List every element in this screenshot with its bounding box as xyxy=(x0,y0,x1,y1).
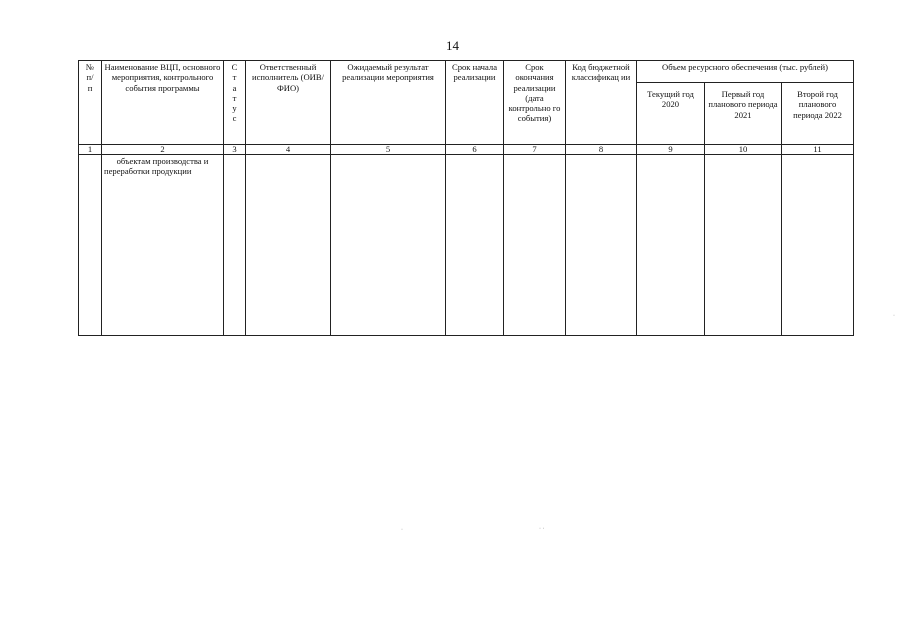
scan-speck: · xyxy=(401,527,403,533)
cell-code xyxy=(566,155,637,336)
header-num: № п/ п xyxy=(79,61,102,145)
cell-start xyxy=(446,155,504,336)
header-end: Срок окончания реализации (дата контрольно го события) xyxy=(504,61,566,145)
column-number: 9 xyxy=(637,145,705,155)
header-status: С т а т у с xyxy=(224,61,246,145)
page-number: 14 xyxy=(446,38,459,53)
header-code: Код бюджетной классификац ии xyxy=(566,61,637,145)
column-number: 5 xyxy=(331,145,446,155)
header-second-year: Второй год планового периода 2022 xyxy=(782,83,854,145)
column-number: 7 xyxy=(504,145,566,155)
column-number: 4 xyxy=(246,145,331,155)
cell-status xyxy=(224,155,246,336)
column-number: 2 xyxy=(102,145,224,155)
header-current-year: Текущий год 2020 xyxy=(637,83,705,145)
table-row xyxy=(79,155,854,336)
column-number: 11 xyxy=(782,145,854,155)
column-number: 3 xyxy=(224,145,246,155)
header-first-year: Первый год планового периода 2021 xyxy=(705,83,782,145)
header-funding-group: Объем ресурсного обеспечения (тыс. рублей) xyxy=(637,61,854,83)
cell-num xyxy=(79,155,102,336)
cell-second xyxy=(782,155,854,336)
header-start: Срок начала реализации xyxy=(446,61,504,145)
scan-speck: · · xyxy=(539,526,545,532)
header-row-1 xyxy=(79,61,854,83)
cell-executor xyxy=(246,155,331,336)
header-executor: Ответственный исполнитель (ОИВ/ФИО) xyxy=(246,61,331,145)
column-number: 8 xyxy=(566,145,637,155)
scan-speck: · xyxy=(893,313,895,319)
cell-end xyxy=(504,155,566,336)
column-number: 1 xyxy=(79,145,102,155)
cell-name: объектам производства и переработки продукции xyxy=(102,155,224,336)
cell-result xyxy=(331,155,446,336)
column-number: 10 xyxy=(705,145,782,155)
header-name: Наименование ВЦП, основного мероприятия, контрольного события программы xyxy=(102,61,224,145)
cell-first xyxy=(705,155,782,336)
header-result: Ожидаемый результат реализации мероприятия xyxy=(331,61,446,145)
column-number: 6 xyxy=(446,145,504,155)
program-table xyxy=(78,60,854,336)
column-number-row xyxy=(79,145,854,155)
cell-current xyxy=(637,155,705,336)
